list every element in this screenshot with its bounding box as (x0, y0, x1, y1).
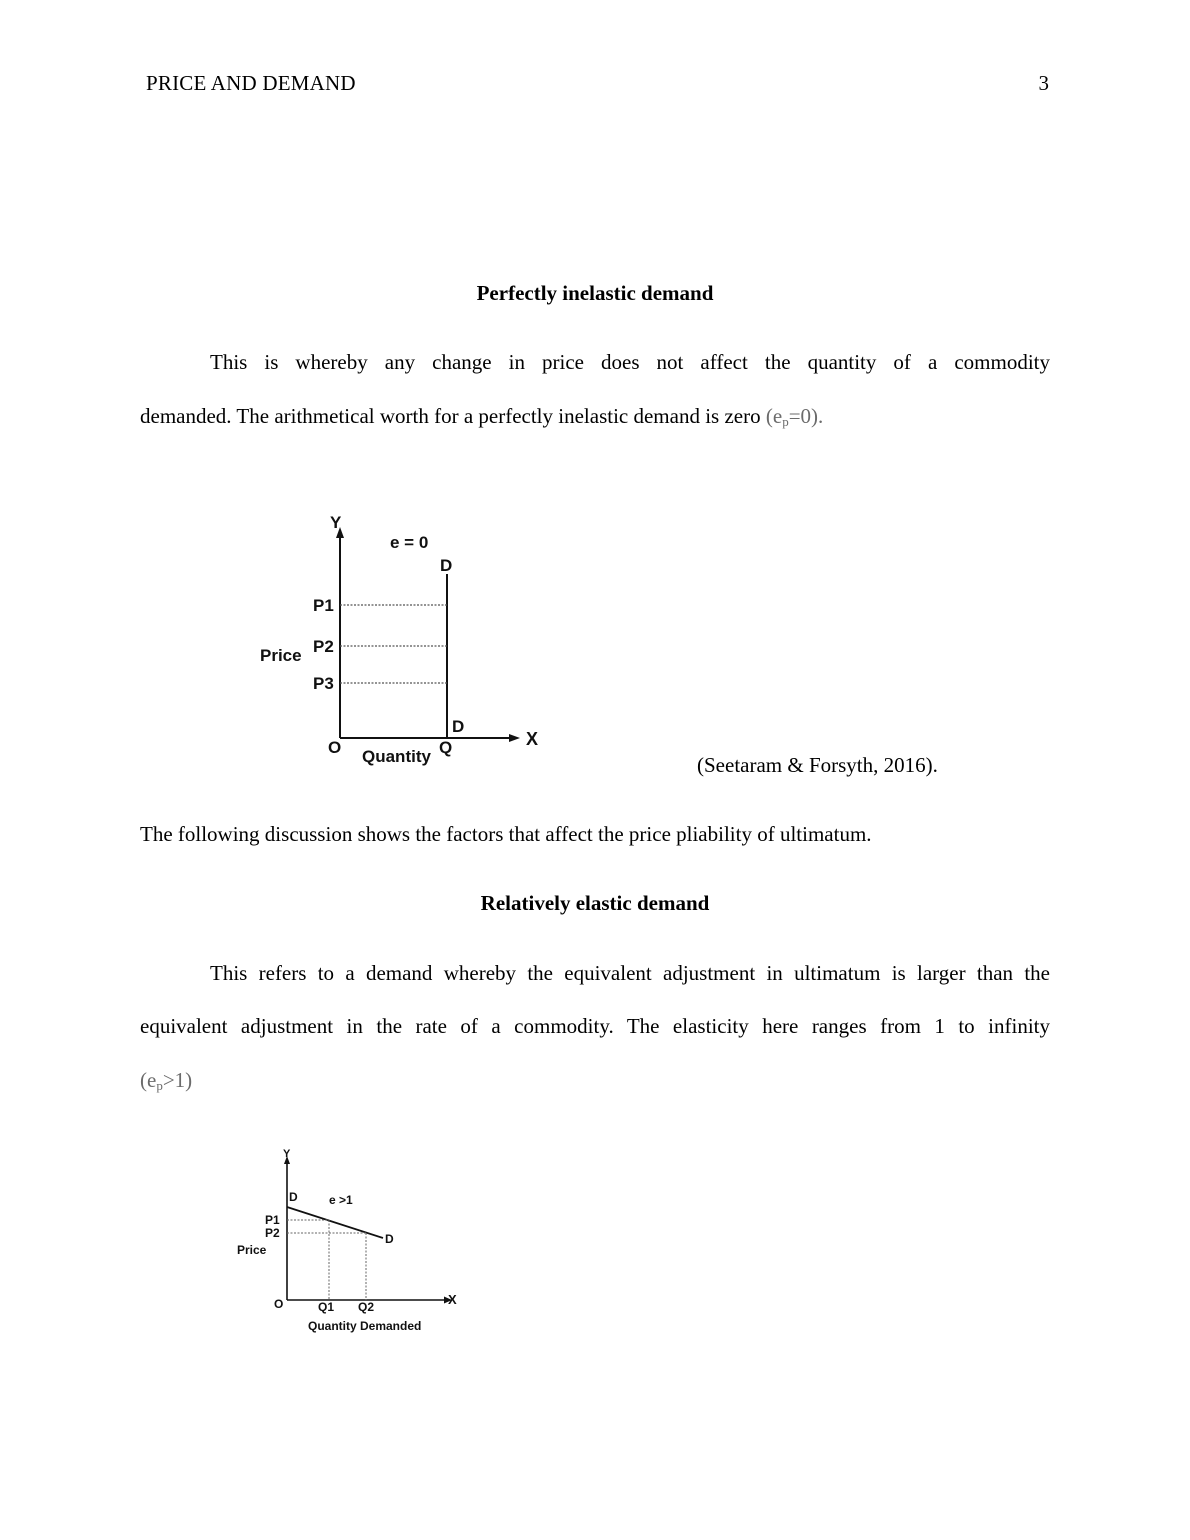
fig1-price-label: Price (260, 646, 302, 665)
fig2-y-label: Y (283, 1148, 291, 1160)
fig1-curve-label-top: D (440, 556, 453, 575)
heading-perfectly-inelastic: Perfectly inelastic demand (476, 281, 714, 305)
fig2-q1-label: Q1 (318, 1300, 335, 1314)
elasticity-formula-zero (766, 404, 823, 428)
fig1-quantity-label: Quantity (362, 747, 431, 766)
formula-rest: >1) (162, 1068, 193, 1092)
formula-open: (e (765, 404, 783, 428)
fig1-x-label: X (526, 729, 539, 749)
fig1-p2-label: P2 (313, 637, 334, 656)
fig1-y-label: Y (330, 513, 342, 532)
fig2-x-label: X (448, 1292, 457, 1307)
paragraph-1-line-2 (140, 404, 1050, 434)
page-number: 3 (1038, 71, 1049, 95)
fig1-curve-label-bottom: D (452, 717, 465, 736)
fig1-q-label: Q (439, 738, 453, 757)
formula-subscript: p (782, 414, 789, 429)
fig1-elasticity-label: e = 0 (390, 533, 429, 552)
fig2-curve-label-start: D (289, 1190, 298, 1204)
fig1-p1-label: P1 (313, 596, 334, 615)
x-axis-arrow (509, 734, 520, 742)
fig2-curve-label-end: D (385, 1232, 394, 1246)
formula-open: (e (140, 1068, 157, 1092)
paragraph-2-line-2: equivalent adjustment in the rate of a commodity. The elasticity here ranges from 1 to infinity (140, 1014, 1050, 1038)
paragraph-1-line-1: This is whereby any change in price does not affect the quantity of a commodity (210, 350, 1050, 374)
fig2-origin-label: O (274, 1297, 284, 1311)
fig1-p3-label: P3 (313, 674, 334, 693)
transition-sentence: The following discussion shows the factors that affect the price pliability of ultimatum. (140, 822, 872, 846)
paragraph-1-text: demanded. The arithmetical worth for a perfectly inelastic demand is zero (140, 404, 766, 428)
heading-relatively-elastic: Relatively elastic demand (480, 891, 710, 915)
formula-subscript: p (156, 1078, 163, 1093)
elasticity-formula-greater-than-one (140, 1068, 1050, 1098)
fig2-p1-label: P1 (265, 1213, 280, 1227)
fig2-q2-label: Q2 (358, 1300, 375, 1314)
citation: (Seetaram & Forsyth, 2016). (697, 753, 938, 777)
fig1-origin-label: O (328, 738, 342, 757)
perfectly-inelastic-demand-figure (228, 500, 573, 775)
running-head-title: PRICE AND DEMAND (146, 71, 356, 95)
relatively-elastic-demand-figure (200, 1140, 500, 1345)
formula-rest: =0). (788, 404, 824, 428)
fig2-price-label: Price (237, 1243, 267, 1257)
fig2-elasticity-label: e >1 (329, 1193, 353, 1207)
fig2-quantity-label: Quantity Demanded (308, 1319, 422, 1333)
paragraph-2-line-1: This refers to a demand whereby the equivalent adjustment in ultimatum is larger than the (210, 961, 1050, 985)
fig2-p2-label: P2 (265, 1226, 280, 1240)
